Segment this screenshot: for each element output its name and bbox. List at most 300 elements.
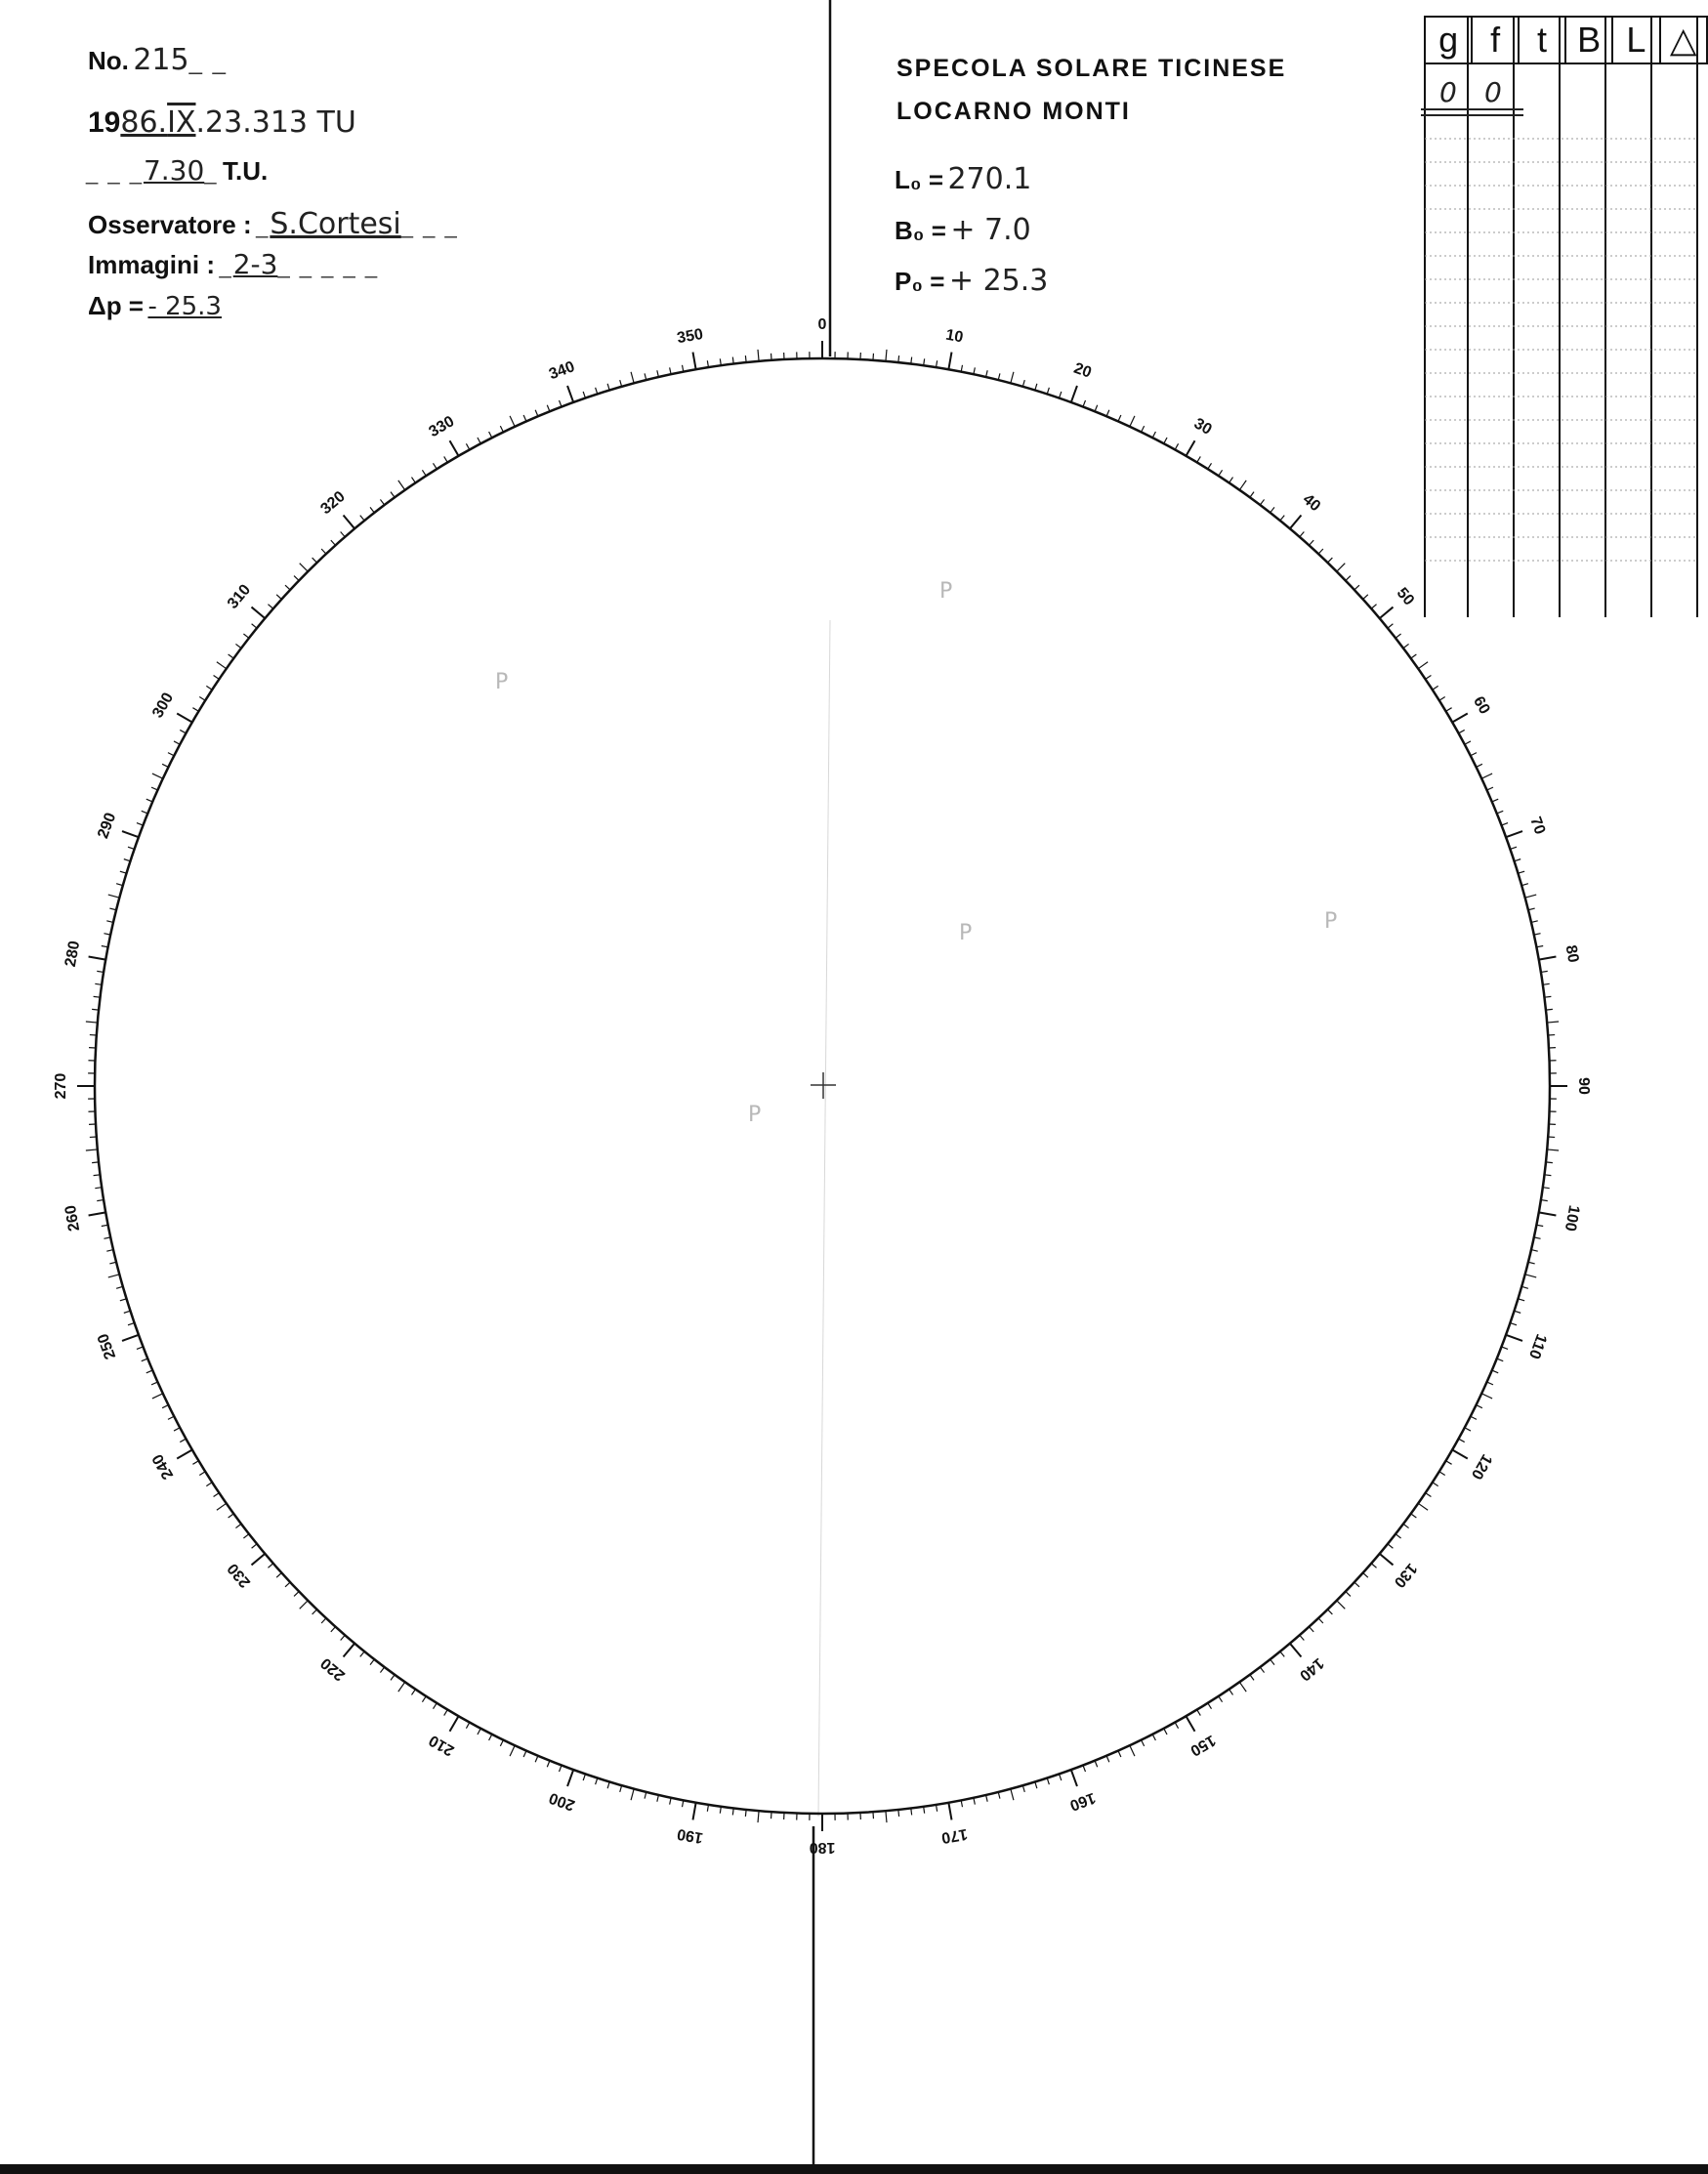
degree-label-70: 70: [1526, 815, 1549, 837]
degree-tick: [567, 386, 573, 402]
degree-tick: [276, 1573, 281, 1578]
degree-tick: [1518, 1299, 1524, 1301]
degree-tick: [174, 741, 180, 744]
degree-tick: [1260, 499, 1264, 505]
degree-tick: [1411, 1514, 1417, 1518]
degree-tick: [124, 859, 131, 861]
degree-tick: [1439, 1472, 1445, 1476]
degree-tick: [1239, 481, 1246, 490]
degree-label-270: 270: [53, 1072, 70, 1100]
degree-tick: [1539, 1212, 1557, 1215]
degree-tick: [1011, 1789, 1014, 1801]
header-g: g: [1425, 17, 1472, 63]
header-L: L: [1612, 17, 1659, 63]
degree-tick: [294, 1592, 299, 1597]
degree-tick: [489, 432, 492, 438]
degree-tick: [411, 1690, 415, 1695]
observatory-title: SPECOLA SOLARE TICINESE: [896, 55, 1287, 82]
degree-tick: [1142, 426, 1145, 432]
degree-tick: [560, 400, 562, 407]
degree-tick: [162, 764, 168, 767]
degree-tick: [321, 1618, 326, 1623]
degree-tick: [152, 1394, 163, 1399]
degree-tick: [1095, 1761, 1098, 1767]
degree-tick: [986, 370, 988, 377]
degree-tick: [142, 811, 147, 814]
degree-label-30: 30: [1190, 415, 1215, 439]
degree-tick: [192, 708, 198, 712]
degree-tick: [1337, 1601, 1345, 1609]
degree-tick: [670, 1798, 671, 1805]
degree-tick: [607, 1781, 609, 1788]
degree-label-130: 130: [1390, 1560, 1421, 1591]
degree-tick: [1363, 595, 1368, 600]
degree-tick: [300, 564, 308, 571]
degree-tick: [122, 1335, 139, 1341]
degree-tick: [331, 1627, 336, 1632]
degree-tick: [94, 1175, 101, 1176]
degree-tick: [1354, 1582, 1359, 1587]
images-value: 2-3: [232, 248, 278, 280]
degree-tick: [478, 438, 480, 443]
degree-tick: [948, 1803, 951, 1820]
degree-label-110: 110: [1524, 1331, 1550, 1361]
degree-tick: [1510, 1323, 1517, 1325]
degree-tick: [344, 1644, 355, 1657]
degree-tick: [693, 353, 696, 370]
degree-tick: [229, 1514, 234, 1518]
degree-label-80: 80: [1562, 943, 1582, 964]
degree-tick: [1208, 1703, 1212, 1709]
degree-tick: [434, 463, 437, 469]
degree-tick: [1229, 478, 1233, 483]
degree-label-170: 170: [939, 1824, 969, 1847]
degree-tick: [391, 492, 395, 498]
degree-label-20: 20: [1071, 359, 1094, 382]
degree-tick: [1426, 1493, 1432, 1497]
degree-tick: [177, 714, 192, 723]
degree-tick: [380, 499, 384, 505]
degree-tick: [1300, 531, 1305, 536]
degree-label-150: 150: [1187, 1731, 1219, 1759]
degree-tick: [1260, 1667, 1264, 1673]
degree-tick: [1142, 1740, 1145, 1746]
degree-label-230: 230: [224, 1560, 255, 1591]
header-t: t: [1519, 17, 1565, 63]
degree-tick: [1515, 859, 1521, 861]
observation-time: _ _ _7.30_ T.U.: [86, 154, 269, 187]
degree-tick: [1471, 1416, 1477, 1419]
faint-mark-4: P: [1324, 909, 1338, 934]
degree-tick: [243, 634, 249, 638]
degree-label-350: 350: [676, 325, 705, 348]
degree-tick: [434, 1703, 437, 1709]
table-column-lines: [1425, 16, 1697, 617]
observation-number: No. 215_ _: [88, 43, 228, 77]
degree-tick: [974, 1798, 975, 1805]
degree-tick: [1152, 1735, 1155, 1740]
degree-tick: [986, 1795, 988, 1802]
disc-center-cross: [811, 1072, 836, 1099]
number-label: No.: [88, 46, 129, 75]
degree-tick: [104, 934, 110, 935]
degree-tick: [948, 353, 951, 370]
degree-tick: [285, 1582, 290, 1587]
degree-tick: [1544, 996, 1551, 997]
degree-tick: [122, 831, 139, 837]
header-delta: △: [1660, 17, 1707, 63]
degree-tick: [758, 1811, 759, 1822]
degree-tick: [285, 585, 290, 590]
degree-tick: [1528, 1262, 1535, 1264]
degree-tick: [1433, 686, 1438, 690]
degree-tick: [1208, 463, 1212, 469]
degree-tick: [128, 1323, 135, 1325]
degree-tick: [1411, 654, 1417, 658]
p0-label: P₀ =: [895, 267, 945, 296]
degree-tick: [106, 921, 113, 923]
degree-tick: [252, 1554, 266, 1566]
degree-tick: [120, 871, 127, 873]
degree-tick: [1300, 1635, 1305, 1640]
degree-tick: [199, 1472, 205, 1476]
degree-tick: [294, 576, 299, 581]
degree-tick: [657, 1795, 659, 1802]
degree-tick: [1502, 1347, 1509, 1350]
degree-label-180: 180: [809, 1838, 836, 1856]
degree-tick: [1465, 741, 1471, 744]
degree-tick: [1035, 384, 1037, 391]
table-header-row: [1425, 17, 1707, 63]
degree-label-100: 100: [1561, 1203, 1583, 1233]
degree-tick: [1047, 388, 1049, 395]
degree-tick: [911, 1808, 912, 1815]
degree-tick: [151, 787, 157, 790]
date-prefix: 19: [88, 106, 121, 139]
degree-tick: [1318, 1618, 1323, 1623]
time-value: 7.30: [143, 154, 205, 187]
degree-tick: [1525, 1275, 1537, 1277]
degree-tick: [1380, 1554, 1394, 1566]
degree-tick: [341, 531, 346, 536]
degree-tick: [523, 1751, 526, 1757]
degree-tick: [1446, 708, 1452, 712]
degree-tick: [168, 753, 174, 756]
degree-tick: [1546, 1162, 1553, 1163]
degree-tick: [1492, 799, 1498, 802]
degree-tick: [1290, 1644, 1302, 1657]
degree-tick: [1164, 1729, 1167, 1735]
degree-tick: [1528, 908, 1535, 910]
degree-tick: [1531, 921, 1538, 923]
images-label: Immagini :: [88, 250, 216, 279]
degree-tick: [1083, 1766, 1086, 1773]
degree-tick: [670, 367, 671, 374]
degree-tick: [1164, 438, 1167, 443]
degree-tick: [1426, 675, 1432, 679]
degree-tick: [341, 1635, 346, 1640]
degree-tick: [411, 478, 415, 483]
degree-tick: [607, 384, 609, 391]
degree-tick: [1346, 1592, 1351, 1597]
degree-tick: [1187, 1716, 1195, 1732]
degree-label-190: 190: [676, 1824, 705, 1847]
degree-tick: [450, 440, 459, 456]
degree-tick: [109, 1262, 116, 1264]
degree-tick: [1175, 443, 1178, 449]
p0-value: + 25.3: [948, 264, 1049, 298]
degree-tick: [1418, 662, 1428, 669]
degree-tick: [1280, 516, 1284, 521]
degree-tick: [252, 1544, 257, 1548]
degree-tick: [1354, 585, 1359, 590]
degree-tick: [370, 507, 374, 513]
degree-tick: [92, 1009, 99, 1010]
degree-tick: [276, 595, 281, 600]
degree-tick: [1095, 405, 1098, 411]
degree-tick: [535, 410, 538, 416]
l0-label: L₀ =: [895, 165, 944, 194]
degree-label-120: 120: [1467, 1450, 1495, 1483]
degree-tick: [120, 1299, 127, 1301]
degree-tick: [1130, 1745, 1135, 1756]
degree-tick: [151, 1382, 157, 1385]
degree-tick: [547, 405, 550, 411]
degree-tick: [1459, 730, 1465, 732]
degree-tick: [108, 895, 120, 898]
degree-tick: [631, 1789, 634, 1801]
degree-tick: [1047, 1778, 1049, 1785]
degree-tick: [547, 1761, 550, 1767]
degree-tick: [489, 1735, 492, 1740]
degree-tick: [217, 1503, 227, 1510]
degree-label-50: 50: [1393, 584, 1418, 609]
bottom-edge-bar: [0, 2164, 1708, 2174]
degree-tick: [199, 697, 205, 701]
degree-tick: [1035, 1781, 1037, 1788]
degree-tick: [1539, 957, 1557, 960]
degree-label-240: 240: [149, 1450, 178, 1483]
degree-tick: [1011, 372, 1014, 384]
degree-tick: [466, 1723, 469, 1729]
degree-tick: [1388, 624, 1393, 628]
degree-tick: [1439, 697, 1445, 701]
degree-tick: [1060, 1774, 1062, 1780]
degree-label-310: 310: [224, 581, 255, 612]
degree-tick: [137, 823, 144, 826]
degree-tick: [331, 540, 336, 545]
date-month: IX: [167, 105, 196, 140]
faint-mark-3: P: [959, 921, 973, 945]
observer: Osservatore : _S.Cortesi_ _ _: [88, 207, 459, 241]
degree-tick: [192, 1461, 198, 1465]
degree-tick: [1452, 1450, 1468, 1459]
degree-tick: [1130, 416, 1135, 427]
degree-tick: [898, 1810, 899, 1817]
degree-tick: [174, 1428, 180, 1431]
degree-ticks: [77, 341, 1567, 1831]
degree-tick: [1229, 1690, 1233, 1695]
degree-tick: [1446, 1461, 1452, 1465]
degree-tick: [268, 605, 272, 609]
degree-tick: [142, 1359, 147, 1361]
degree-tick: [89, 1212, 106, 1215]
degree-label-330: 330: [426, 413, 458, 441]
delta-p-value: - 25.3: [147, 292, 222, 321]
observation-date: [88, 105, 356, 140]
degree-tick: [1083, 400, 1086, 407]
header-f: f: [1472, 17, 1519, 63]
degree-tick: [560, 1766, 562, 1773]
degree-label-40: 40: [1299, 490, 1324, 516]
degree-tick: [444, 456, 448, 462]
degree-label-220: 220: [317, 1653, 349, 1685]
degree-tick: [1197, 456, 1201, 462]
degree-tick: [1403, 1524, 1409, 1527]
degree-tick: [1060, 392, 1062, 398]
degree-tick: [235, 1524, 241, 1527]
degree-tick: [1175, 1723, 1178, 1729]
degree-tick: [745, 1810, 746, 1817]
degree-tick: [391, 1675, 395, 1681]
degree-tick: [886, 1811, 887, 1822]
degree-tick: [1187, 440, 1195, 456]
degree-tick: [152, 773, 163, 778]
degree-tick: [1280, 1651, 1284, 1656]
degree-label-300: 300: [149, 690, 178, 722]
degree-tick: [243, 1534, 249, 1538]
degree-tick: [1502, 823, 1509, 826]
degree-tick: [1487, 1382, 1493, 1385]
number-value: 215: [133, 43, 189, 77]
delta-p-label: Δp =: [88, 291, 144, 320]
degree-tick: [1271, 507, 1274, 513]
date-rest: .23.313 TU: [195, 105, 356, 140]
degree-tick: [344, 516, 355, 529]
degree-tick: [1471, 753, 1477, 756]
degree-tick: [180, 1439, 186, 1442]
degree-label-90: 90: [1574, 1077, 1592, 1095]
b0-value-row: [895, 213, 1031, 247]
degree-tick: [1459, 1439, 1465, 1442]
degree-tick: [162, 1405, 168, 1408]
degree-tick: [1506, 831, 1522, 837]
degree-tick: [1071, 1770, 1077, 1786]
degree-tick: [380, 1667, 384, 1673]
degree-tick: [886, 350, 887, 361]
degree-tick: [1506, 1335, 1522, 1341]
degree-tick: [1371, 605, 1376, 609]
degree-label-250: 250: [95, 1331, 120, 1361]
degree-tick: [106, 1250, 113, 1252]
degree-tick: [168, 1416, 174, 1419]
degree-tick: [1337, 564, 1345, 571]
degree-tick: [898, 355, 899, 362]
degree-tick: [217, 662, 227, 669]
degree-tick: [1510, 847, 1517, 849]
degree-tick: [998, 373, 1000, 380]
degree-tick: [1396, 634, 1401, 638]
images: Immagini : _2-3_ _ _ _ _: [88, 248, 380, 280]
degree-tick: [657, 370, 659, 377]
degree-tick: [252, 607, 266, 619]
degree-tick: [478, 1729, 480, 1735]
degree-tick: [86, 1022, 98, 1023]
degree-tick: [1547, 1022, 1559, 1023]
degree-tick: [312, 558, 317, 563]
table-row-lines: [1425, 139, 1697, 561]
degree-tick: [1487, 787, 1493, 790]
date-value: 86.: [120, 105, 168, 140]
degree-tick: [998, 1792, 1000, 1799]
degree-label-290: 290: [95, 811, 120, 841]
degree-tick: [1328, 558, 1333, 563]
degree-tick: [1403, 644, 1409, 648]
degree-tick: [1363, 1573, 1368, 1578]
degree-tick: [214, 1493, 220, 1497]
degree-tick: [444, 1710, 448, 1716]
header-B: B: [1565, 17, 1612, 63]
degree-tick: [1452, 714, 1468, 723]
degree-tick: [450, 1716, 459, 1732]
degree-tick: [229, 654, 234, 658]
degree-tick: [128, 847, 135, 849]
degree-tick: [500, 1740, 503, 1746]
degree-tick: [631, 372, 634, 384]
degree-tick: [146, 799, 152, 802]
degree-tick: [124, 1311, 131, 1313]
degree-tick: [732, 1808, 733, 1815]
delta-p: [88, 291, 222, 321]
degree-tick: [758, 350, 759, 361]
degree-tick: [1481, 773, 1492, 778]
observer-label: Osservatore :: [88, 210, 252, 239]
degree-tick: [1371, 1564, 1376, 1568]
degree-tick: [398, 1682, 405, 1692]
degree-tick: [360, 516, 364, 521]
degree-tick: [583, 392, 585, 398]
degree-tick: [1534, 1237, 1541, 1238]
degree-tick: [321, 549, 326, 554]
degree-tick: [1515, 1311, 1521, 1313]
degree-tick: [1518, 871, 1524, 873]
degree-tick: [108, 1275, 120, 1277]
sunspot-count-table: [1424, 16, 1708, 64]
degree-tick: [1239, 1682, 1246, 1692]
degree-tick: [1497, 1359, 1503, 1361]
degree-tick: [567, 1770, 573, 1786]
degree-tick: [252, 624, 257, 628]
degree-tick: [1197, 1710, 1201, 1716]
degree-label-200: 200: [547, 1788, 577, 1814]
degree-tick: [235, 644, 241, 648]
degree-tick: [974, 367, 975, 374]
degree-tick: [398, 481, 405, 490]
degree-tick: [1271, 1659, 1274, 1665]
degree-tick: [1418, 1503, 1428, 1510]
degree-tick: [300, 1601, 308, 1609]
degree-tick: [1346, 576, 1351, 581]
degree-tick: [1328, 1610, 1333, 1614]
b0-value: + 7.0: [950, 213, 1031, 247]
degree-tick: [104, 1237, 110, 1238]
solar-disc-outline: [95, 358, 1550, 1814]
l0-value-row: [895, 162, 1031, 196]
degree-tick: [535, 1756, 538, 1762]
degree-tick: [1534, 934, 1541, 935]
degree-label-320: 320: [317, 487, 349, 519]
time-label: T.U.: [222, 156, 269, 186]
